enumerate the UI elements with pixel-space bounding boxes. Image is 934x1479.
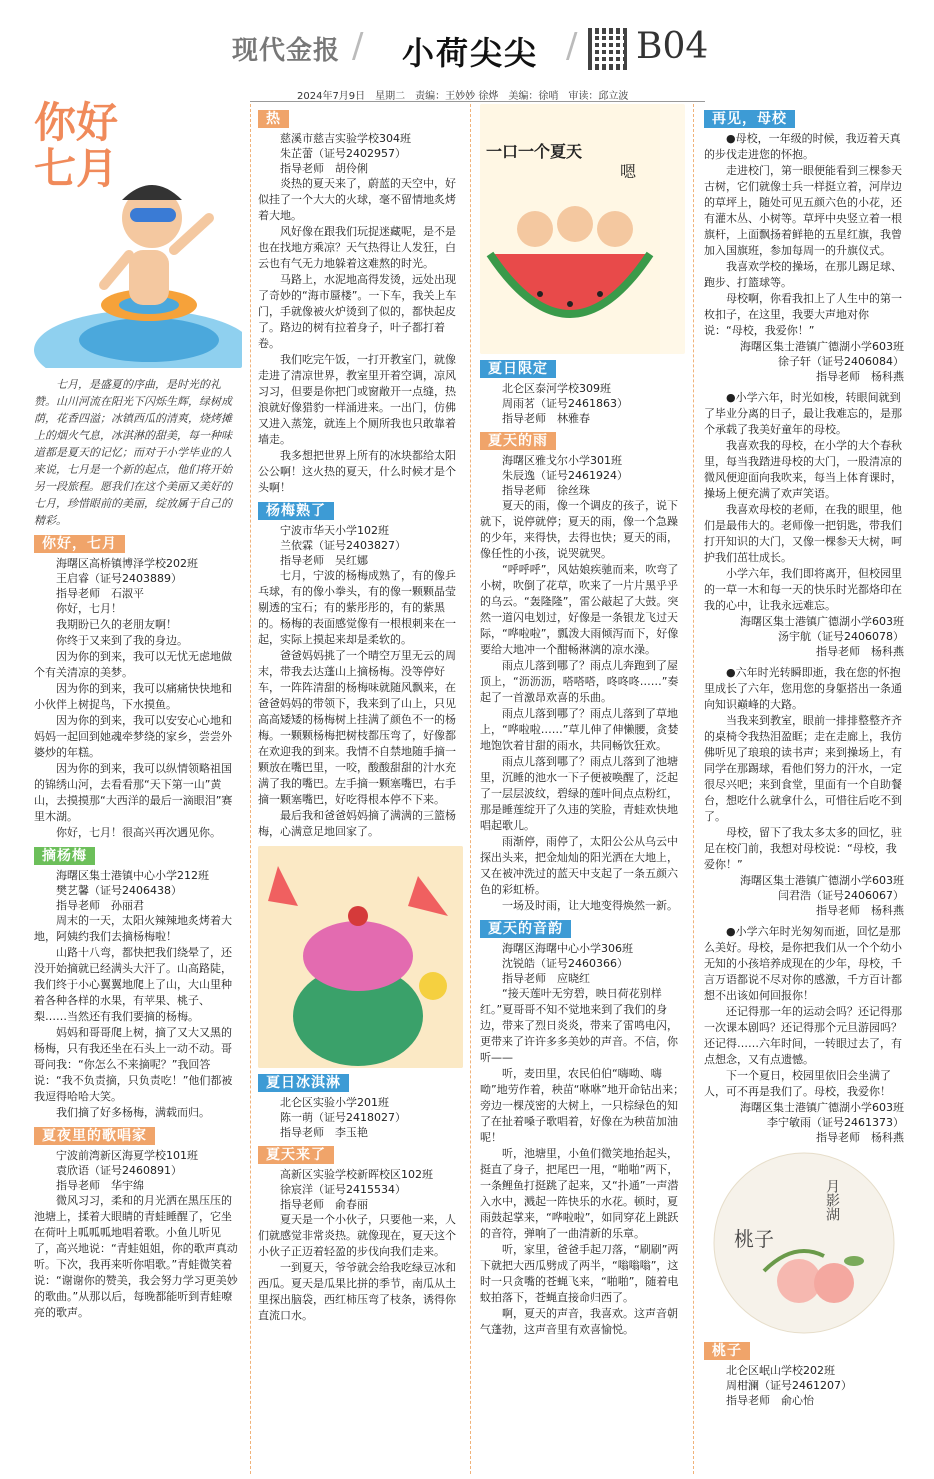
paragraph: 一场及时雨，让大地变得焕然一新。	[502, 899, 678, 912]
article-title: 夏天的雨	[480, 432, 556, 450]
header-divider: /	[566, 26, 578, 66]
school: 高新区实验学校新晖校区102班	[280, 1168, 433, 1181]
paragraph: 微风习习，柔和的月光洒在黑压压的池塘上，揉着大眼睛的青蛙睡醒了，它坐在荷叶上呱呱呱地唱着歌。小鱼儿听见了，高兴地说：“青蛙姐姐，你的歌声真动听。下次，我再来听你唱歌。”青蛙微笑着说：“谢谢你的赞美，我会努力学习更美妙的歌曲。”从那以后，每晚都能听到青蛙嘹亮的歌声。	[34, 1194, 238, 1319]
paragraph: ●小学六年，时光如梭，转眼间就到了毕业分离的日子，最让我难忘的，是那个承载了我美好童年的母校。	[704, 391, 902, 436]
paragraph: 母校啊，你看我扣上了人生中的第一枚扣子，在这里，我要大声地对你说：“母校，我爱你！”	[704, 292, 902, 337]
paragraph: ●小学六年时光匆匆而逝，回忆是那么美好。母校，是你把我们从一个个幼小无知的小孩培养成现在的少年，母校，千言万语都说不尽对你的感激，千方百计都想不出该如何回报你！	[704, 925, 902, 1002]
article-title: 夏天的音韵	[480, 920, 571, 938]
paragraph: 你好，七月！	[56, 602, 122, 615]
article-title: 夏夜里的歌唱家	[34, 1127, 155, 1145]
article-body	[34, 601, 242, 841]
author: 兰依霖（证号2403827）	[280, 539, 406, 552]
artwork-caption: 一口一个夏天	[486, 142, 583, 161]
article-body	[258, 568, 463, 840]
paragraph: 听，池塘里，小鱼们微笑地抬起头，挺直了身子，把尾巴一甩，“啪啪”两下，一条鲤鱼打挺跳了起来，又“扑通”一声潜入水中，溅起一阵快乐的水花。顿时，夏雨鼓起掌来，“哗啦啦”，如同穿花上跳跃的音符，弹响了一曲清新的乐章。	[480, 1147, 679, 1240]
artwork-title: 夏日限定	[480, 360, 556, 378]
paragraph: “接天莲叶无穷碧，映日荷花别样红。”夏哥哥不知不觉地来到了我们的身边，带来了烈日炎炎，带来了雷鸣电闪，更带来了许许多多美妙的声音。不信，你听——	[480, 987, 678, 1064]
school: 北仑区岷山学校202班	[726, 1364, 835, 1377]
teacher: 指导老师 杨科燕	[816, 645, 904, 658]
author: 袁欣语（证号2460891）	[56, 1164, 182, 1177]
ice-cream-drawing-icon	[258, 846, 463, 1068]
article-title: 杨梅熟了	[258, 502, 334, 520]
paragraph: 妈妈和哥哥爬上树，摘了又大又黑的杨梅，只有我还坐在石头上一动不动。哥哥问我：“你怎么不来摘呢？”我回答说：“我不负责摘，只负责吃！”他们都被我逗得哈哈大笑。	[34, 1026, 233, 1103]
teacher: 指导老师 孙丽君	[56, 899, 144, 912]
paragraph: 马路上，水泥地高得发烫，远处出现了奇妙的“海市蜃楼”。一下车，我关上车门，手就像被火炉烫到了似的，都快起皮了。路边的树有拉着身子，叶子都打着卷。	[258, 273, 457, 350]
paragraph: 我多想把世界上所有的冰块都给太阳公公啊！这火热的夏天，什么时候才是个头啊！	[258, 449, 456, 494]
article-body	[704, 131, 904, 339]
artwork-caption: 月影湖	[824, 1179, 840, 1221]
intro-text: 七月，是盛夏的序曲，是时光的礼赞。山川河流在阳光下闪烁生辉，绿树成荫，花香四溢；冰镇西瓜的清爽，烧烤摊上的烟火气息，冰淇淋的甜美，每一种味道都是夏天的记忆；而对于小学毕业的人来说，七月是一个新的起点，他们将开始另一段旅程。愿我们在这个美丽又美好的七月，珍惜眼前的美丽，绽放属于自己的精彩。	[34, 378, 232, 527]
teacher: 指导老师 徐丝珠	[502, 484, 590, 497]
paragraph: 走进校门，第一眼便能看到三棵参天古树，它们就像士兵一样挺立着，河岸边的草坪上，随处可见五颜六色的小花，还有灌木丛、小树等。草坪中央竖立着一根旗杆，上面飘扬着鲜艳的五星红旗，我曾加入国旗班，参加每周一的升旗仪式。	[704, 164, 902, 257]
school: 北仑区泰河学校309班	[502, 382, 611, 395]
author: 徐子轩（证号2406084）	[778, 355, 904, 368]
artwork-title: 夏日冰淇淋	[258, 1074, 349, 1092]
paragraph: 夏天是一个小伙子，只要他一来，人们就感觉非常炎热。就像现在，夏天这个小伙子正迈着轻盈的步伐向我们走来。	[258, 1213, 456, 1258]
paragraph: 爸爸妈妈挑了一个晴空万里无云的周末，带我去达蓬山上摘杨梅。没等停好车，一阵阵清甜的杨梅味就随风飘来，在爸爸妈妈的带领下，我来到了山上，只见高高矮矮的杨梅树上挂满了颜色不一的杨梅。一颗颗杨梅把树枝都压弯了，好像都在欢迎我的到来。我情不自禁地随手摘一颗放在嘴巴里，一咬，酸酸甜甜的汁水充满了我的嘴巴。左手摘一颗塞嘴巴，右手摘一颗塞嘴巴，好吃得根本停不下来。	[258, 649, 456, 806]
teacher: 指导老师 俞春丽	[280, 1198, 368, 1211]
column-1	[34, 100, 242, 1321]
paragraph: 一到夏天，爷爷就会给我吃绿豆冰和西瓜。夏天是瓜果比拼的季节，南瓜从土里探出脑袋，西红柿压弯了枝条，诱得你直流口水。	[258, 1261, 456, 1322]
issue-meta: 2024年7月9日 星期二 责编：王妙妙 徐烨 美编：徐哨 审读：邱立波	[297, 91, 629, 102]
paragraph: 母校，留下了我太多太多的回忆，驻足在校门前，我想对母校说：“母校，我爱你！”	[704, 826, 902, 871]
article-body	[258, 1212, 463, 1324]
artwork-caption: 桃子	[734, 1227, 774, 1251]
article-title: 夏天来了	[258, 1146, 334, 1164]
article-body	[480, 498, 685, 914]
article-body	[704, 665, 904, 873]
article-body	[34, 913, 242, 1121]
author: 周柑澜（证号2461207）	[726, 1379, 852, 1392]
teacher: 指导老师 林雅春	[502, 412, 590, 425]
teacher: 指导老师 杨科燕	[816, 370, 904, 383]
article-title: 热	[258, 110, 289, 128]
paragraph: 听，家里，爸爸手起刀落，“刷刷”两下就把大西瓜劈成了两半，“嗡嗡嗡”，这时一只贪嘴的苍蝇飞来，“啪啪”，随着电蚊拍落下，苍蝇直接命归西了。	[480, 1243, 679, 1304]
artwork-title: 桃子	[704, 1342, 750, 1360]
teacher: 指导老师 胡伶俐	[280, 162, 368, 175]
paragraph: 我们吃完午饭，一打开教室门，就像走进了清凉世界，教室里开着空调，凉风习习，但要是你把门或窗敞开一点缝，热浪就好像猎豹一样涌进来。一出门，仿佛又进入蒸笼，就连上个厕所我也只敢靠着墙走。	[258, 353, 456, 446]
article-title: 摘杨梅	[34, 847, 95, 865]
hello-july-title: 你好 七月	[34, 100, 119, 193]
school: 海曙区海曙中心小学306班	[502, 942, 633, 955]
school: 海曙区集士港镇广德湖小学603班	[740, 1101, 904, 1114]
header-rule	[250, 101, 705, 102]
section-title: 小荷尖尖	[402, 34, 539, 72]
teacher: 指导老师 吴红娜	[280, 554, 368, 567]
paragraph: ●六年时光转瞬即逝，我在您的怀抱里成长了六年，您用您的身躯搭出一条通向知识巅峰的大路。	[704, 666, 902, 711]
author: 徐宸洋（证号2415534）	[280, 1183, 406, 1196]
swimming-boy-icon	[34, 100, 242, 368]
teacher: 指导老师 杨科燕	[816, 904, 904, 917]
author: 王启睿（证号2403889）	[56, 572, 182, 585]
school: 海曙区集士港镇广德湖小学603班	[740, 615, 904, 628]
paragraph: 小学六年，我们即将离开，但校园里的一草一木和每一天的快乐时光都烙印在我的心中，让我永远难忘。	[704, 567, 902, 612]
publication-name: 现代金报	[232, 36, 341, 66]
paragraph: “呼呼呼”，风姑娘疾驰而来，吹弯了小树，吹倒了花草，吹来了一片片黑乎乎的乌云。“轰隆隆”，雷公敲起了大鼓。突然一道闪电划过，好像是一条银龙飞过天际，“哗啦啦”，瓢泼大雨倾泻而下，好像要给大地冲一个酣畅淋漓的凉水澡。	[480, 563, 679, 656]
paragraph: 因为你的到来，我可以痛痛快快地和小伙伴上树捉鸟，下水摸鱼。	[34, 682, 232, 711]
school: 海曙区集士港镇广德湖小学603班	[740, 874, 904, 887]
paragraph: 啊，夏天的声音，我喜欢。这声音朝气蓬勃，这声音里有欢喜愉悦。	[480, 1307, 678, 1336]
paragraph: 我喜欢学校的操场，在那儿踢足球、跑步、打篮球等。	[704, 260, 902, 289]
qr-code-icon[interactable]	[588, 28, 630, 70]
article-body	[34, 1193, 242, 1321]
paragraph: 当我来到教室，眼前一排排整整齐齐的桌椅令我热泪盈眶；走在走廊上，我仿佛听见了琅琅的读书声；来到操场上，有同学在那踢球，看他们努力的汗水，一定很尽兴吧；来到食堂，里面有一个自助餐台，想吃什么就拿什么，可惜往后吃不到了。	[704, 714, 902, 823]
author: 沈锐皓（证号2460366）	[502, 957, 628, 970]
school: 海曙区雅戈尔小学301班	[502, 454, 622, 467]
school: 海曙区高桥镇博泽学校202班	[56, 557, 198, 570]
paragraph: 雨点儿落到哪了？雨点儿落到了草地上，“哗啦啦……”草儿伸了伸懒腰，贪婪地饱饮着甘甜的雨水，共同畅饮狂欢。	[480, 707, 679, 752]
teacher: 指导老师 俞心怡	[726, 1394, 814, 1407]
paragraph: 因为你的到来，我可以无忧无虑地做个有关清凉的美梦。	[34, 650, 232, 679]
article-body	[704, 924, 904, 1100]
paragraph: 你终于又来到了我的身边。	[56, 634, 188, 647]
artwork-sound: 嗯	[620, 162, 637, 181]
paragraph: 我期盼已久的老朋友啊！	[56, 618, 177, 631]
paragraph: 雨点儿落到哪了？雨点儿奔跑到了屋顶上，“沥沥沥，嗒嗒嗒，咚咚咚……”奏起了一首激昂欢喜的乐曲。	[480, 659, 679, 704]
article-body	[258, 176, 463, 496]
author: 李宁敏雨（证号2461373）	[767, 1116, 904, 1129]
author: 朱辰逸（证号2461924）	[502, 469, 628, 482]
teacher: 指导老师 石淑平	[56, 587, 144, 600]
column-2	[258, 104, 463, 1324]
ice-cream-artwork	[258, 846, 463, 1068]
teacher: 指导老师 应晓红	[502, 972, 590, 985]
column-divider	[470, 104, 471, 1474]
watermelon-artwork	[480, 104, 685, 354]
article-body	[480, 986, 685, 1338]
paragraph: 夏天的雨，像一个调皮的孩子，说下就下，说停就停；夏天的雨，像一个急躁的少年，来得快，去得也快；夏天的雨，像任性的小孩，说哭就哭。	[480, 499, 678, 560]
paragraph: 我喜欢母校的老师，在我的眼里，他们是最伟大的。老师像一把钥匙，带我们打开知识的大门，又像一棵参天大树，呵护我们茁壮成长。	[704, 503, 902, 564]
author: 周雨茗（证号2461863）	[502, 397, 628, 410]
paragraph: 山路十八弯，都快把我们绕晕了，还没开始摘就已经满头大汗了。山高路陡，我们终于小心翼翼地爬上了山，大山里种着各种各样的水果，有苹果、桃子、梨……当然还有我们要摘的杨梅。	[34, 946, 232, 1023]
article-title: 再见，母校	[704, 110, 795, 128]
author: 朱芷蕾（证号2402957）	[280, 147, 406, 160]
paragraph: 因为你的到来，我可以纵情领略祖国的锦绣山河，去看看那“天下第一山”黄山，去摸摸那“大西洋的最后一滴眼泪”赛里木湖。	[34, 762, 233, 823]
column-divider	[693, 104, 694, 1474]
paragraph: 雨点儿落到哪了？雨点儿落到了池塘里，沉睡的池水一下子便被唤醒了，泛起了一层层波纹，碧绿的莲叶间点点粉红，那是睡莲绽开了久违的笑脸，青蛙欢快地唱起歌儿。	[480, 755, 678, 832]
paragraph: 雨渐停，雨停了，太阳公公从乌云中探出头来，把金灿灿的阳光洒在大地上，又在被冲洗过的蓝天中支起了一条五颜六色的彩虹桥。	[480, 835, 678, 896]
teacher: 指导老师 李玉艳	[280, 1126, 368, 1139]
paragraph: 风好像在跟我们玩捉迷藏呢，是不是也在找地方乘凉？天气热得让人发狂，白云也有气无力地躲着这难熬的时光。	[258, 225, 456, 270]
paragraph: 因为你的到来，我可以安安心心地和妈妈一起回到她魂牵梦绕的家乡，尝尝外婆炒的年糕。	[34, 714, 232, 759]
article-body	[704, 390, 904, 614]
school: 宁波市华天小学102班	[280, 524, 389, 537]
school: 海曙区集士港镇广德湖小学603班	[740, 340, 904, 353]
page-number: B04	[636, 26, 709, 67]
paragraph: 听，麦田里，农民伯伯“嗨呦、嗨呦”地劳作着，秧苗“咻咻”地开命钻出来；旁边一棵茂密的大树上，一只棕绿色的知了在扯着嗓子歌唱着，好像在为秧苗加油呢！	[480, 1067, 685, 1144]
paragraph: 下一个夏日，校园里依旧会坐满了人，可不再是我们了。母校，我爱你！	[704, 1069, 891, 1098]
paragraph: 你好，七月！很高兴再次遇见你。	[56, 826, 221, 839]
author: 汤宇航（证号2406078）	[778, 630, 904, 643]
paragraph: 还记得那一年的运动会吗？还记得那一次课本剧吗？还记得那个元旦游园吗？还记得……六年时间，一转眼过去了，有点想念，又有点遗憾。	[704, 1005, 902, 1066]
peach-artwork	[704, 1151, 904, 1336]
header-divider: /	[352, 26, 364, 66]
paragraph: 最后我和爸爸妈妈摘了满满的三篮杨梅，心满意足地回家了。	[258, 809, 456, 838]
teacher: 指导老师 华宇绵	[56, 1179, 144, 1192]
column-4	[704, 104, 904, 1408]
paragraph: 七月，宁波的杨梅成熟了，有的像乒乓球，有的像小拳头，有的像一颗颗晶莹剔透的宝石；有的紫彤彤的，有的紫黑的。杨梅的表面感觉像有一根根刺来在一起，实际上摸起来却是柔软的。	[258, 569, 456, 646]
author: 樊艺馨（证号2406438）	[56, 884, 182, 897]
paragraph: 炎热的夏天来了，蔚蓝的天空中，好似挂了一个大大的火球，毫不留情地炙烤着大地。	[258, 177, 456, 222]
column-3	[480, 104, 685, 1338]
author: 陈一萌（证号2418027）	[280, 1111, 406, 1124]
column-divider	[250, 104, 251, 1474]
paragraph: ●母校，一年级的时候，我迈着天真的步伐走进您的怀抱。	[704, 132, 901, 161]
author: 闫君浩（证号2406067）	[778, 889, 904, 902]
article-title: 你好，七月	[34, 535, 125, 553]
paragraph: 周末的一天，太阳火辣辣地炙烤着大地，阿姨约我们去摘杨梅啦！	[34, 914, 232, 943]
school: 宁波前湾新区海夏学校101班	[56, 1149, 198, 1162]
hello-july-illustration	[34, 100, 242, 368]
paragraph: 我们摘了好多杨梅，满载而归。	[56, 1106, 210, 1119]
school: 慈溪市慈吉实验学校304班	[280, 132, 411, 145]
school: 北仑区实验小学201班	[280, 1096, 389, 1109]
teacher: 指导老师 杨科燕	[816, 1131, 904, 1144]
paragraph: 我喜欢我的母校，在小学的大个春秋里，每当我踏进母校的大门，一股清凉的微风便迎面向我吹来，每当上体育课时，操场上便充满了欢声笑语。	[704, 439, 902, 500]
school: 海曙区集士港镇中心小学212班	[56, 869, 209, 882]
page-header	[0, 0, 934, 100]
